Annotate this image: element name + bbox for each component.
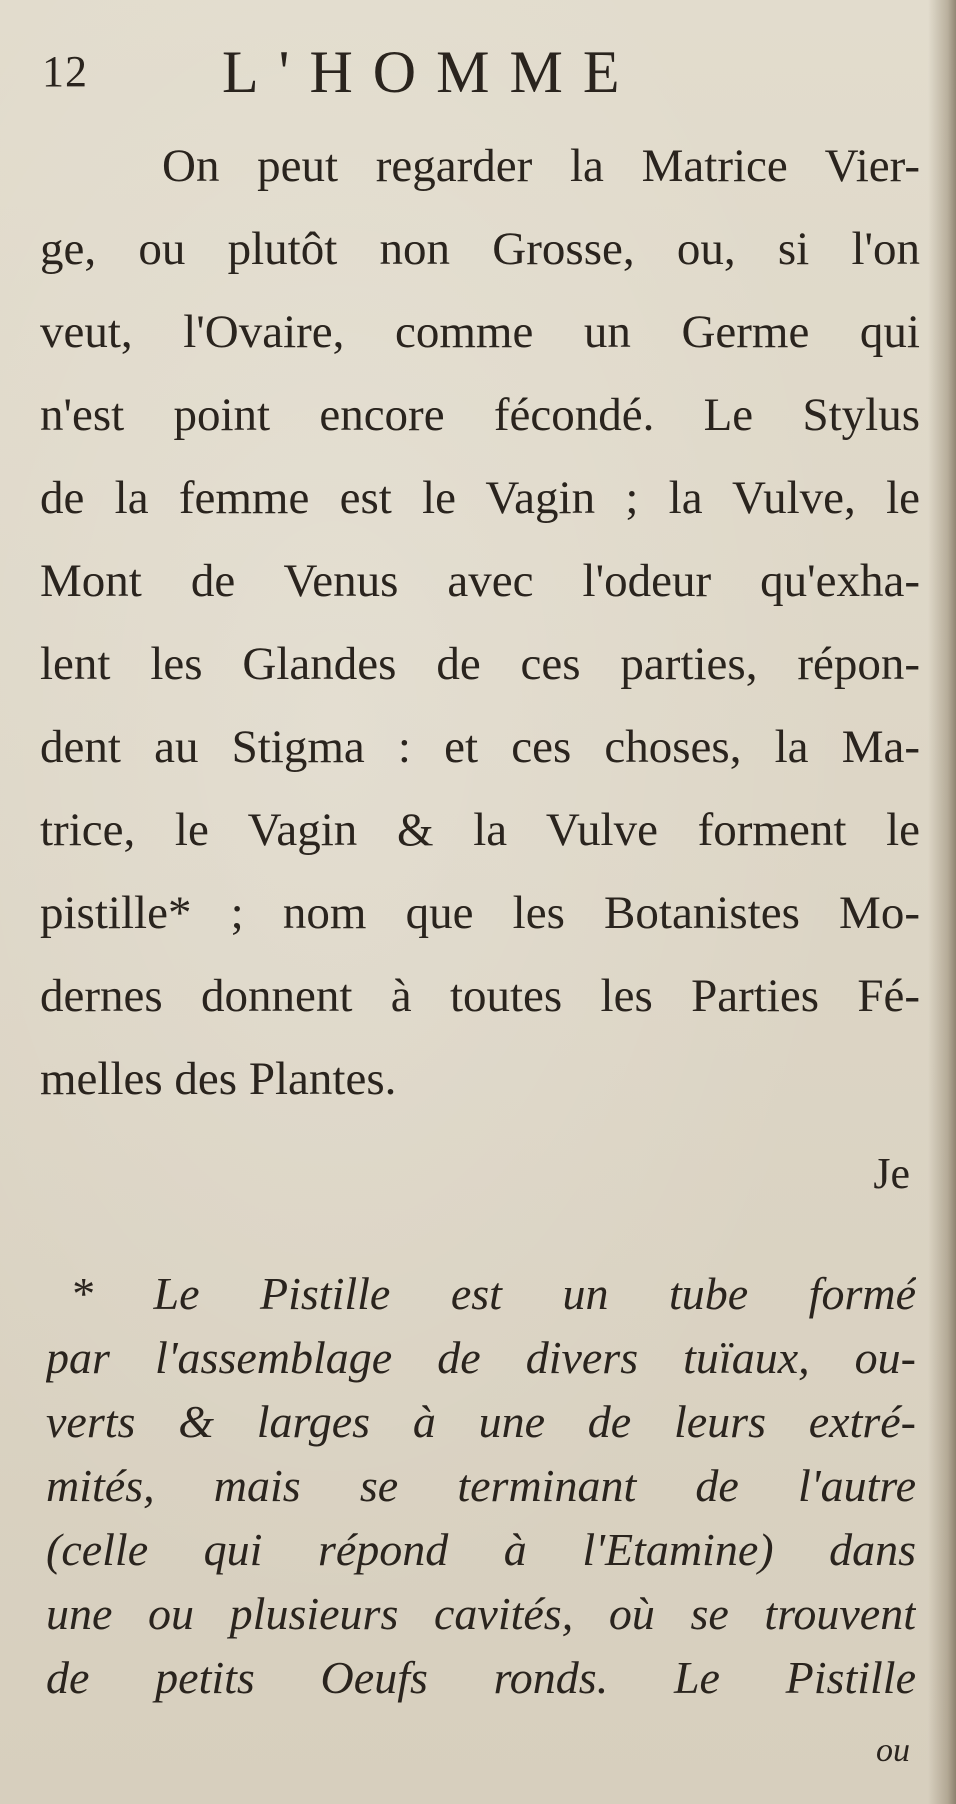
text-line: melles des Plantes. [40, 1053, 397, 1105]
text-line: Mont de Venus avec l'odeur qu'exha- [40, 555, 920, 607]
text-line: trice, le Vagin & la Vulve forment le [40, 804, 920, 856]
footnote-line: par l'assemblage de divers tuïaux, ou- [46, 1332, 916, 1383]
text-line: lent les Glandes de ces parties, répon- [40, 638, 920, 690]
text-line: de la femme est le Vagin ; la Vulve, le [40, 472, 920, 524]
text-line: dent au Stigma : et ces choses, la Ma- [40, 721, 920, 773]
text-line: veut, l'Ovaire, comme un Germe qui [40, 306, 920, 358]
page-header [42, 38, 922, 108]
footnote-catchword: ou [876, 1732, 910, 1769]
text-line: n'est point encore fécondé. Le Stylus [40, 389, 920, 441]
text-line: dernes donnent à toutes les Parties Fé- [40, 970, 920, 1022]
page-edge-shadow [928, 0, 956, 1804]
footnote-line: une ou plusieurs cavités, où se trouvent [46, 1588, 916, 1639]
text-line: On peut regarder la Matrice Vier- [162, 140, 920, 192]
footnote-line: (celle qui répond à l'Etamine) dans [46, 1524, 916, 1575]
text-line: pistille* ; nom que les Botanistes Mo- [40, 887, 920, 939]
footnote-line: * Le Pistille est un tube formé [70, 1268, 916, 1319]
footnote-line: verts & larges à une de leurs extré- [46, 1396, 916, 1447]
text-line: ge, ou plutôt non Grosse, ou, si l'on [40, 223, 920, 275]
running-title: L'HOMME [222, 39, 640, 105]
page-number: 12 [42, 47, 88, 96]
catchword: Je [873, 1149, 910, 1198]
main-text-block [40, 125, 920, 1121]
footnote-line: de petits Oeufs ronds. Le Pistille [46, 1652, 916, 1703]
footnote-line: mités, mais se terminant de l'autre [46, 1460, 916, 1511]
footnote-block [46, 1262, 916, 1710]
